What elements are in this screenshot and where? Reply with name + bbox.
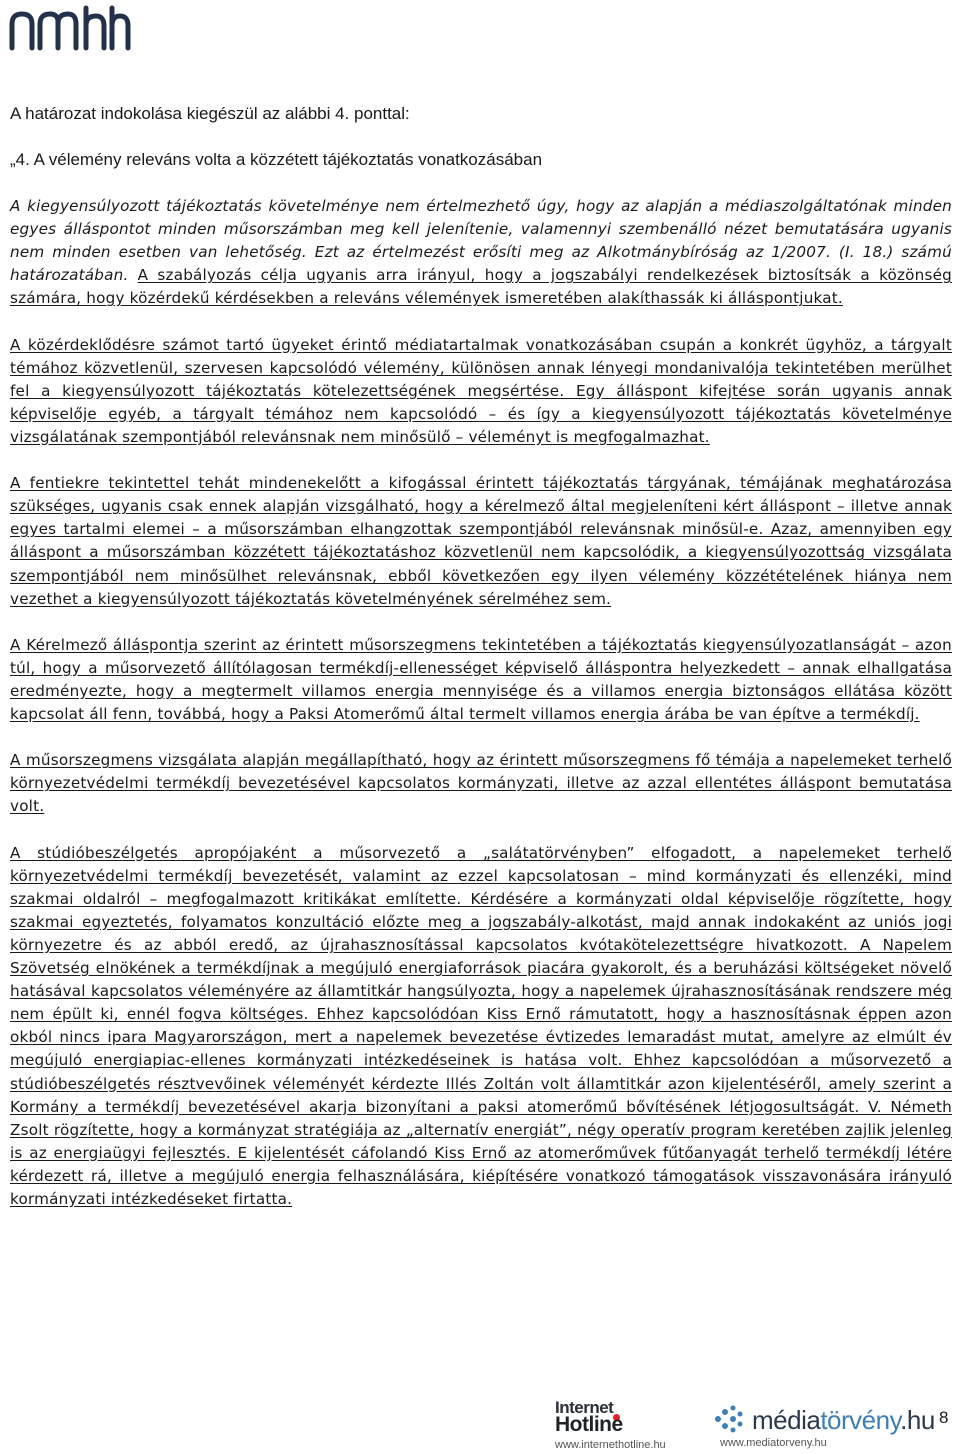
mediatorveny-url: www.mediatorveny.hu <box>720 1437 827 1449</box>
paragraph-6: A stúdióbeszélgetés apropójaként a műsorvezető a „salátatörvényben” elfogadott, a napelemeket terhelő környezetvédelmi termékdíj bevezetését, valamint az ezzel kapcsolatosan – mind kormányzati és ellenzéki, mind szakmai oldalról – megfogalmazott kritikákat említette. Kérdésére a kormányzati oldal képviselője rögzítette, hogy szakmai egyeztetés, folyamatos konzultáció előzte meg a jogszabály-alkotást, majd annak indokaként az uniós jogi környezetre és az abból eredő, az újrahasznosítással kapcsolatos kvótakötelezettségre hivatkozott. A Napelem Szövetség elnökének a termékdíjnak a megújuló energiaforrások piacára gyakorolt, és a beruházási költségeket növelő hatásával kapcsolatos véleményére az államtitkár hangsúlyozta, hogy a napelemek újrahasznosításának rendszere még nem épült ki, ennél fogva költséges. Ehhez kapcsolódóan Kiss Ernő rámutatott, hogy a hasznosításnak éppen azon okból nincs ipara Magyarországon, mert a napelemek bevezetése évtizedes lemaradást mutat, amelyre az elmúlt év megújuló energiapiac-ellenes kormányzati intézkedéseinek is hatása volt. Ehhez kapcsolódóan a műsorvezető a stúdióbeszélgetés résztvevőinek véleményét kérdezte Illés Zoltán volt államtitkár azon kijelentéséről, amely szerint a Kormány a termékdíj bevezetésével akarja bizonyítani a paksi atomerőmű bővítésének létjogosultságát. V. Németh Zsolt rögzítette, hogy a kormányzat stratégiája az „alternatív energiát”, négy operatív program keretében zajlik jelenleg is az energiaügyi fejlesztés. E kijelentését cáfolandó Kiss Ernő az atomerőművek fűtőanyagát terhelő termékdíj létére kérdezett rá, illetve a megújuló energia felhasználására, kiépítésére vonatkozó támogatások visszavonására irányuló kormányzati intézkedéseket firtatta. <box>10 843 952 1209</box>
paragraph-1-italic: A kiegyensúlyozott tájékoztatás követelménye nem értelmezhető úgy, hogy az alapján a médiaszolgáltatónak minden egyes álláspontot minden műsorszámban meg kell jelenítenie, valamennyi szembenálló nézet bemutatására ugyanis nem minden esetben van lehetőség. Ezt az értelmezést erősíti meg az Alkotmánybíróság az 1/2007. (I. 18.) számú határozatában. <box>10 197 952 285</box>
mediatorveny-wordmark <box>752 1405 935 1436</box>
paragraph-1 <box>10 195 952 310</box>
paragraph-4: A Kérelmező álláspontja szerint az érintett műsorszegmens tekintetében a tájékoztatás kiegyensúlyozatlanságát – azon túl, hogy a műsorvezető állítólagosan termékdíj-ellenességet képviselő álláspontra helyezkedett – annak elhallgatása eredményezte, hogy a megtermelt villamos energia mennyisége és a villamos energia biztonságos ellátása között kapcsolat áll fenn, továbbá, hogy a Paksi Atomerőmű által termelt villamos energia árába be van építve a termékdíj. <box>10 635 952 724</box>
page-number: 8 <box>939 1408 949 1427</box>
paragraph-2: A közérdeklődésre számot tartó ügyeket érintő médiatartalmak vonatkozásában csupán a konkrét ügyhöz, a tárgyalt témához közvetlenül, szervesen kapcsolódó vélemény, különösen annak lényegi mondanivalója tekintetében merülhet fel a kiegyensúlyozott tájékoztatás kötelezettségének megsértése. Egy álláspont kifejtése során ugyanis annak képviselője egyéb, a tárgyalt témához nem kapcsolódó – és így a kiegyensúlyozott tájékoztatás követelménye vizsgálatának szempontjából relevánsnak nem minősülő – véleményt is megfogalmazhat. <box>10 335 952 446</box>
mediatorveny-logo <box>712 1402 935 1450</box>
globe-network-icon <box>712 1404 746 1434</box>
section-heading: „4. A vélemény releváns volta a közzétett tájékoztatás vonatkozásában <box>10 150 543 169</box>
internet-hotline-logo <box>555 1398 705 1450</box>
intro-text: A határozat indokolása kiegészül az alábbi 4. ponttal: <box>10 104 410 123</box>
internet-hotline-bottom: Hotline <box>555 1413 623 1436</box>
paragraph-1-underlined: A szabályozás célja ugyanis arra irányul, hogy a jogszabályi rendelkezések biztosítsák a közönség számára, hogy közérdekű kérdésekben a releváns vélemények ismeretében alakíthassák ki álláspontjukat. <box>10 266 952 308</box>
paragraph-5: A műsorszegmens vizsgálata alapján megállapítható, hogy az érintett műsorszegmens fő témája a napelemeket terhelő környezetvédelmi termékdíj bevezetésével kapcsolatos kormányzati, illetve az azzal ellentétes álláspont bemutatása volt. <box>10 751 952 816</box>
internet-hotline-top: Internet <box>555 1398 614 1417</box>
mediatorveny-main: média <box>752 1405 821 1435</box>
page-footer <box>0 1396 960 1454</box>
mediatorveny-accent: törvény <box>820 1405 901 1435</box>
mediatorveny-tld: .hu <box>900 1405 935 1435</box>
nmhh-logo-icon <box>8 4 132 52</box>
document-body <box>10 195 952 1234</box>
paragraph-3: A fentiekre tekintettel tehát mindenekelőtt a kifogással érintett tájékoztatás tárgyának, témájának meghatározása szükséges, ugyanis csak ennek alapján vizsgálható, hogy a kérelmező által megjeleníteni kért álláspont – illetve annak egyes tartalmi elemei – a műsorszámban elhangzottak szempontjából relevánsnak minősül-e. Azaz, amennyiben egy álláspont a műsorszámban közzétett tájékoztatáshoz közvetlenül nem kapcsolódik, a kiegyensúlyozottság vizsgálata szempontjából nem minősülhet relevánsnak, ebből következően egy ilyen vélemény közzétételének hiánya nem vezethet a kiegyensúlyozott tájékoztatás követelményének sérelméhez sem. <box>10 474 952 608</box>
internet-hotline-url: www.internethotline.hu <box>555 1439 666 1451</box>
